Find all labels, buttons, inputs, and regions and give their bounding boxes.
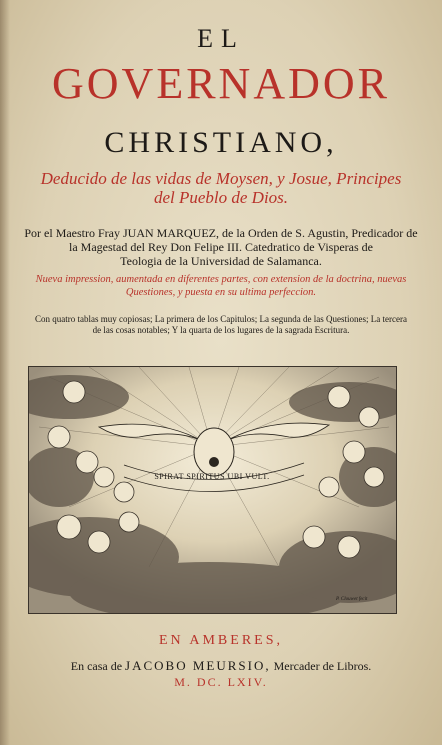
printer-name: JACOBO MEURSIO,	[125, 658, 271, 673]
author-line-3: Teologia de la Universidad de Salamanca.	[120, 254, 322, 268]
edition-line-2: Questiones, y puesta en su ultima perfeccion.	[125, 287, 317, 298]
imprint-printer	[0, 658, 442, 674]
printer-suffix: Mercader de Libros.	[273, 659, 372, 673]
tables-line-1: Con quatro tablas muy copiosas; La primera de los Capitulos; La segunda de las Questiones; La tercera	[35, 314, 407, 324]
title-sub: CHRISTIANO,	[104, 126, 338, 159]
printer-prefix: En casa de	[70, 659, 123, 673]
title-main: GOVERNADOR	[52, 59, 390, 108]
edition-line-1: Nueva impression, aumentada en diferentes partes, con extension de la doctrina, nuevas	[35, 274, 407, 285]
engraving-art	[29, 367, 396, 613]
deduction-line-2: del Pueblo de Dios.	[153, 188, 289, 207]
author-line-1: Por el Maestro Fray JUAN MARQUEZ, de la Orden de S. Agustin, Predicador de	[24, 226, 418, 240]
imprint-city: EN AMBERES,	[158, 633, 283, 648]
author-line-2: la Magestad del Rey Don Felipe III. Catedratico de Visperas de	[69, 240, 373, 254]
title-article: EL	[197, 24, 245, 53]
tables-line-2: de las cosas notables; Y la quarta de los lugares de la sagrada Escritura.	[92, 325, 350, 335]
imprint-year: M. DC. LXIV.	[174, 675, 268, 689]
dove-engraving	[28, 366, 397, 614]
engraver-signature: P. Clouwet fecit	[336, 597, 368, 602]
engraving-motto: SPIRAT SPIRITUS UBI VULT.	[154, 472, 270, 481]
deduction-line-1: Deducido de las vidas de Moysen, y Josue, Principes	[40, 169, 402, 188]
